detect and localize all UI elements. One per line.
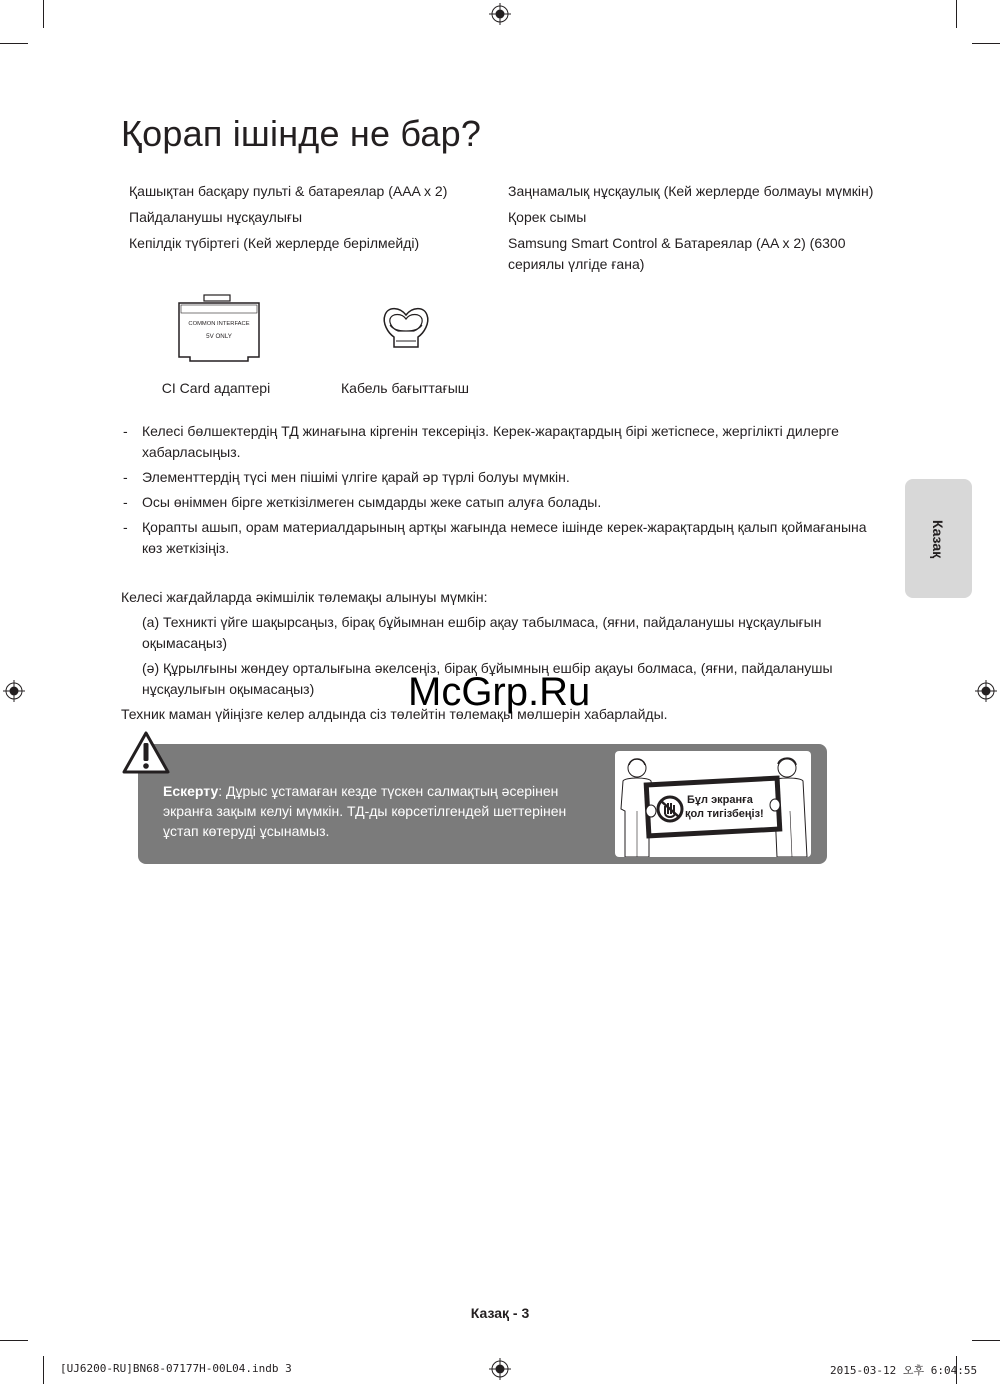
list-item: - Осы өніммен бірге жеткізілмеген сымдарды жеке сатып алуға болады.	[121, 492, 871, 513]
crop-mark	[0, 43, 28, 44]
warning-body: : Дұрыс ұстамаған кезде түскен салмақтың әсерінен экранға зақым келуі мүмкін. ТД-ды көрсетілгендей шеттерінен ұстап көтеруді ұсынамыз.	[163, 783, 567, 839]
crop-mark	[972, 43, 1000, 44]
warning-triangle-icon	[122, 731, 170, 774]
people-holding-tv-icon	[615, 751, 811, 857]
crop-mark	[43, 0, 44, 28]
ci-card-line2: 5V ONLY	[206, 333, 232, 340]
sign-line2: қол тигізбеңіз!	[685, 808, 764, 820]
cable-holder-label: Кабель бағыттағыш	[341, 380, 469, 396]
list-item: - Қорапты ашып, орам материалдарының артқы жағында немесе ішінде керек-жарақтардың қалып қоймағанына көз жеткізіңіз.	[121, 517, 871, 559]
ci-card-line1: COMMON INTERFACE	[188, 321, 250, 327]
list-item: Заңнамалық нұсқаулық (Кей жерлерде болмауы мүмкін)	[508, 183, 874, 199]
contents-list-right	[508, 181, 888, 280]
print-slug-right: 2015-03-12 오후 6:04:55	[830, 1364, 978, 1377]
notes-list	[121, 421, 871, 563]
crop-mark	[43, 1356, 44, 1384]
registration-mark-icon	[489, 3, 511, 25]
sign-line1: Бұл экранға	[687, 794, 753, 806]
side-tab-label: Казақ	[930, 519, 947, 558]
registration-mark-icon	[489, 1358, 511, 1380]
list-item: - Элементтердің түсі мен пішімі үлгіге қарай әр түрлі болуы мүмкін.	[121, 467, 871, 488]
crop-mark	[956, 0, 957, 28]
fee-intro: Келесі жағдайларда әкімшілік төлемақы алынуы мүмкін:	[121, 589, 488, 605]
print-slug-left: [UJ6200-RU]BN68-07177H-00L04.indb 3	[60, 1362, 292, 1375]
list-item: Samsung Smart Control & Батареялар (AA x 2) (6300 сериялы үлгіде ғана)	[508, 235, 846, 272]
cable-holder-icon	[380, 303, 432, 351]
registration-mark-icon	[975, 680, 997, 702]
list-item: Пайдаланушы нұсқаулығы	[129, 209, 303, 225]
language-side-tab	[905, 479, 972, 598]
ci-card-adapter-icon	[176, 293, 262, 363]
crop-mark	[972, 1340, 1000, 1341]
registration-mark-icon	[3, 680, 25, 702]
tv-lifting-illustration	[615, 751, 811, 857]
fee-item-b: (ә) Құрылғыны жөндеу орталығына әкелсеңіз, бірақ бұйымның ешбір ақауы болмаса, (яғни, пайдаланушы нұсқаулығын оқымасаңыз)	[142, 660, 833, 697]
list-item: Кепілдік түбіртегі (Кей жерлерде берілмейді)	[129, 235, 420, 251]
ci-card-label: CI Card адаптері	[161, 380, 271, 396]
contents-list-left	[129, 181, 509, 259]
fee-item-a: (а) Техникті үйге шақырсаңыз, бірақ бұйымнан ешбір ақау табылмаса, (яғни, пайдаланушы нұсқаулығын оқымасаңыз)	[142, 614, 822, 651]
crop-mark	[0, 1340, 28, 1341]
list-item: - Келесі бөлшектердің ТД жинағына кіргенін тексеріңіз. Керек-жарақтардың бірі жетіспесе, жергілікті дилерге хабарласыңыз.	[121, 421, 871, 463]
list-item: Қорек сымы	[508, 209, 587, 225]
warning-text	[163, 781, 603, 841]
list-item: Қашықтан басқару пульті & батареялар (AAA x 2)	[129, 183, 448, 199]
watermark: McGrp.Ru	[408, 670, 591, 714]
fee-closing: Техник маман үйіңізге келер алдында сіз төлейтін төлемақы мөлшерін хабарлайды.	[121, 706, 668, 722]
page-number: Казақ - 3	[470, 1305, 530, 1321]
warning-label: Ескерту	[163, 783, 219, 799]
page-title: Қорап ішінде не бар?	[121, 113, 482, 154]
